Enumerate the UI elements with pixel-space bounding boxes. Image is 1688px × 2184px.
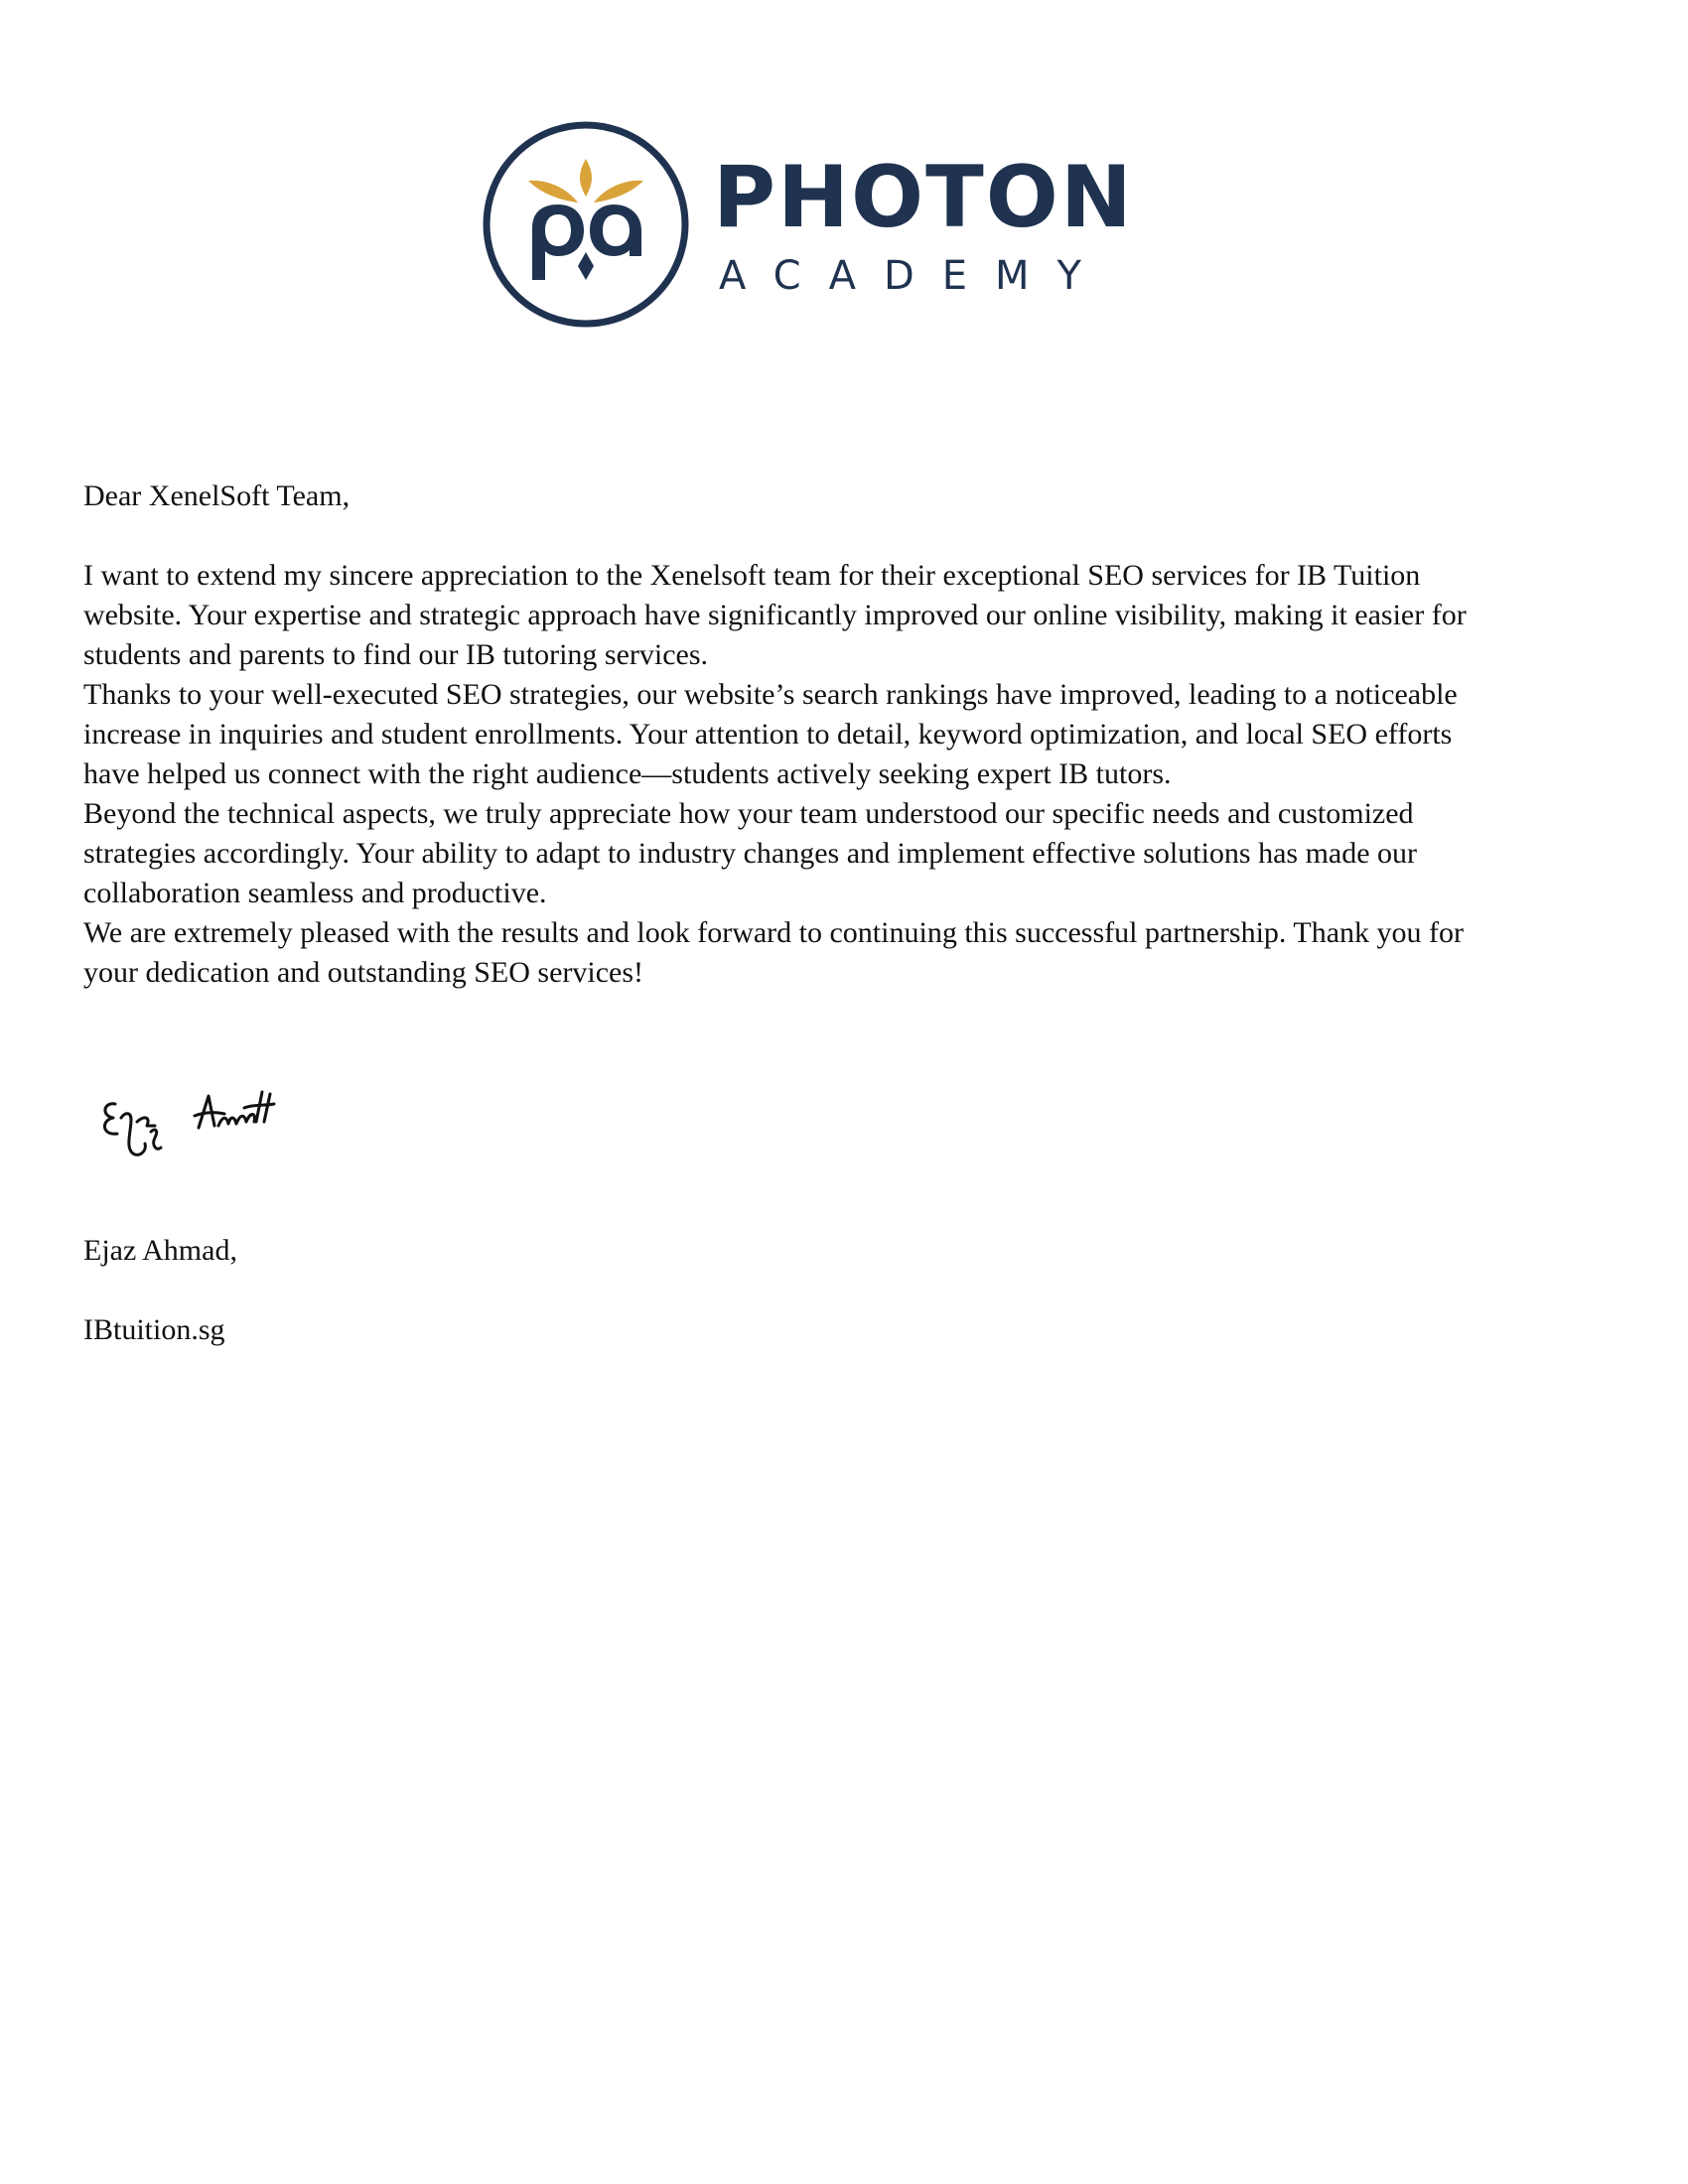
logo-sub: ACADEMY (719, 253, 1109, 299)
signatory-name: Ejaz Ahmad, (83, 1234, 237, 1267)
paragraph: Thanks to your well-executed SEO strategies, our website’s search rankings have improved, leading to a noticeable increase in inquiries and student enrollments. Your attention to detail, keyword optimization, and local SEO efforts have helped us connect with the right audience—students actively seeking expert IB tutors. (83, 678, 1458, 790)
salutation: Dear XenelSoft Team, (83, 479, 351, 512)
letter-body (83, 477, 1513, 993)
paragraph: I want to extend my sincere appreciation to the Xenelsoft team for their exceptional SEO services for IB Tuition website. Your expertise and strategic approach have significantly improved our online visibility, making it easier for students and parents to find our IB tutoring services. (83, 559, 1467, 671)
signatory-organization: IBtuition.sg (83, 1313, 225, 1346)
signature (95, 1082, 314, 1171)
paragraph: We are extremely pleased with the results and look forward to continuing this successful partnership. Thank you for your dedication and outstanding SEO services! (83, 916, 1464, 989)
paragraph: Beyond the technical aspects, we truly appreciate how your team understood our specific needs and customized strategies accordingly. Your ability to adapt to industry changes and implement effective solutions has made our collaboration seamless and productive. (83, 797, 1418, 909)
photon-academy-logo (483, 119, 1158, 334)
logo-name: PHOTON (713, 148, 1134, 247)
handwritten-signature-icon (95, 1082, 314, 1171)
